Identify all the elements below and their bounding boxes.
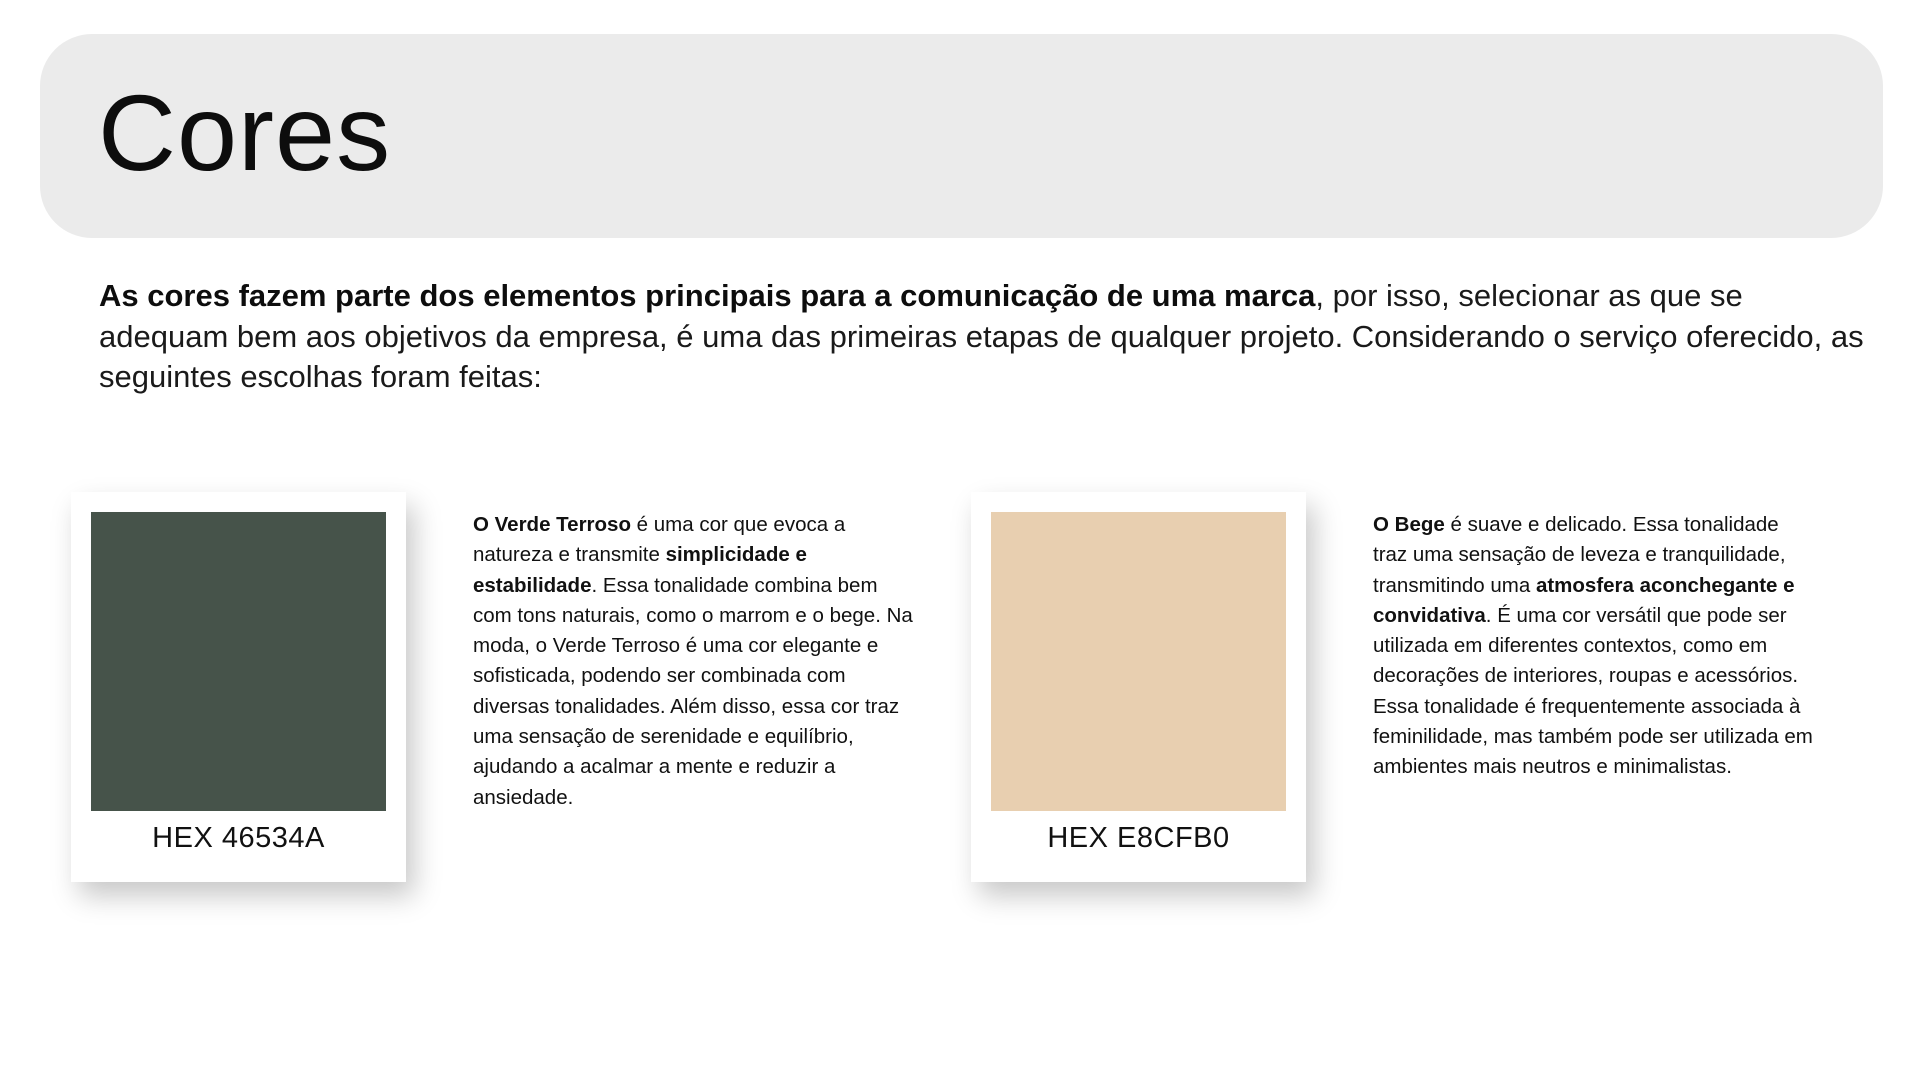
page-title: Cores <box>98 72 392 193</box>
color-name: O Bege <box>1373 513 1445 536</box>
description-text: é suave e delicado. Essa tonalidade traz uma sensação de leveza e tranquilidade, transmitindo uma <box>1373 513 1786 597</box>
color-description-bege <box>1373 510 1813 783</box>
color-card-verde-terroso <box>71 492 406 882</box>
color-name: O Verde Terroso <box>473 513 631 536</box>
hex-code-label: HEX 46534A <box>152 822 325 854</box>
intro-text: , por isso, selecionar as que se adequam bem aos objetivos da empresa, é uma das primeiras etapas de qualquer projeto. Considerando o serviço oferecido, as seguintes escolhas foram feitas: <box>99 278 1864 394</box>
color-swatch-verde-terroso <box>91 512 386 811</box>
description-highlight: simplicidade e estabilidade <box>473 543 807 597</box>
intro-paragraph <box>99 276 1869 398</box>
description-text: . Essa tonalidade combina bem com tons naturais, como o marrom e o bege. Na moda, o Verde Terroso é uma cor elegante e sofisticada, podendo ser combinada com diversas tonalidades. Além disso, essa cor traz uma sensação de serenidade e equilíbrio, ajudando a acalmar a mente e reduzir a ansiedade. <box>473 573 913 809</box>
color-description-verde-terroso <box>473 510 913 813</box>
intro-bold-text: As cores fazem parte dos elementos principais para a comunicação de uma marca <box>99 278 1316 313</box>
description-text: é uma cor que evoca a natureza e transmite <box>473 513 846 567</box>
title-banner <box>40 34 1883 238</box>
hex-code-label: HEX E8CFB0 <box>1047 822 1230 854</box>
color-swatch-bege <box>991 512 1286 811</box>
description-highlight: atmosfera aconchegante e convidativa <box>1373 573 1795 627</box>
description-text: . É uma cor versátil que pode ser utilizada em diferentes contextos, como em decorações de interiores, roupas e acessórios. Essa tonalidade é frequentemente associada à feminilidade, mas também pode ser utilizada em ambientes mais neutros e minimalistas. <box>1373 603 1813 779</box>
color-card-bege <box>971 492 1306 882</box>
